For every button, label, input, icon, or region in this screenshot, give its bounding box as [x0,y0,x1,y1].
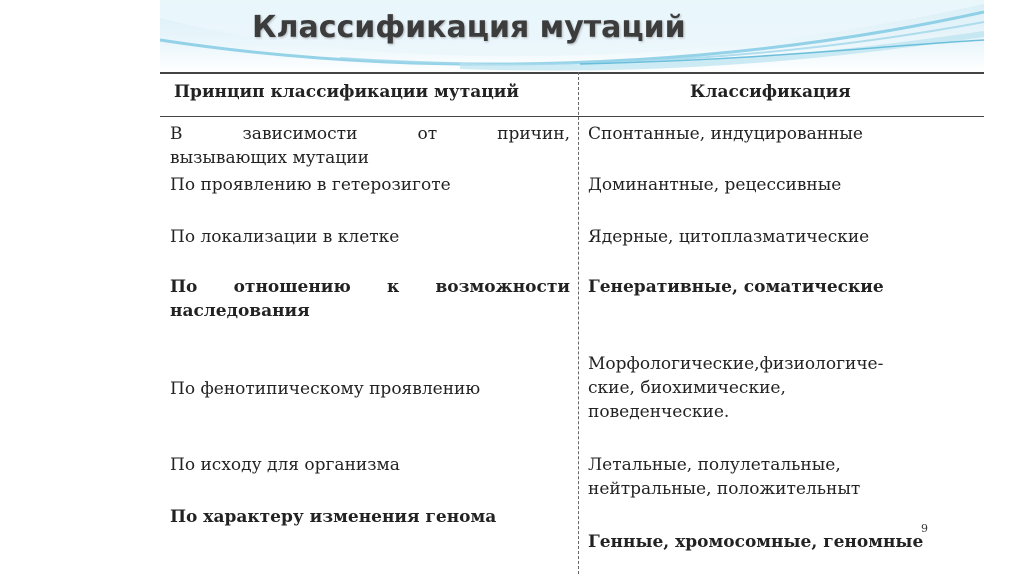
header-classification: Классификация [690,82,851,102]
row-3-classification: Ядерные, цитоплазматические [588,227,870,247]
row-4-principle-cont: наследования [170,301,310,321]
row-6-classification [588,453,968,501]
row-1-classification: Спонтанные, индуцированные [588,124,863,144]
classification-table [160,72,984,574]
row-5-classification-line-3: поведенческие. [588,402,730,422]
row-4-classification: Генеративные, соматические [588,277,884,297]
slide [160,0,984,574]
row-5-principle: По фенотипическому проявлению [170,379,481,399]
header-band [160,0,984,72]
table-header-rule [160,116,984,117]
row-3-principle: По локализации в клетке [170,227,400,247]
row-2-classification: Доминантные, рецессивные [588,175,842,195]
row-5-classification [588,352,968,424]
table-column-divider [578,72,579,574]
row-1-principle-cont [170,146,570,170]
header-principle: Принцип классификации мутаций [174,82,520,102]
table-top-rule [160,72,984,74]
page-number: 9 [921,522,928,535]
row-7-principle: По характеру изменения генома [170,507,497,527]
row-5-classification-line-1: Морфологические,физиологиче- [588,354,884,374]
slide-title: Классификация мутаций [252,10,686,45]
row-1-principle [170,122,570,146]
row-6-classification-line-2: нейтральные, положительныт [588,479,861,499]
row-4-principle: По отношению к возможности [170,277,570,297]
row-6-principle: По исходу для организма [170,455,400,475]
row-2-principle: По проявлению в гетерозиготе [170,175,451,195]
row-1-principle-line-2: вызывающих мутации [170,148,369,168]
row-7-classification: Генные, хромосомные, геномные [588,532,924,552]
row-5-classification-line-2: ские, биохимические, [588,378,786,398]
row-6-classification-line-1: Летальные, полулетальные, [588,455,841,475]
row-1-principle-line-1: В зависимости от причин, [170,124,570,144]
